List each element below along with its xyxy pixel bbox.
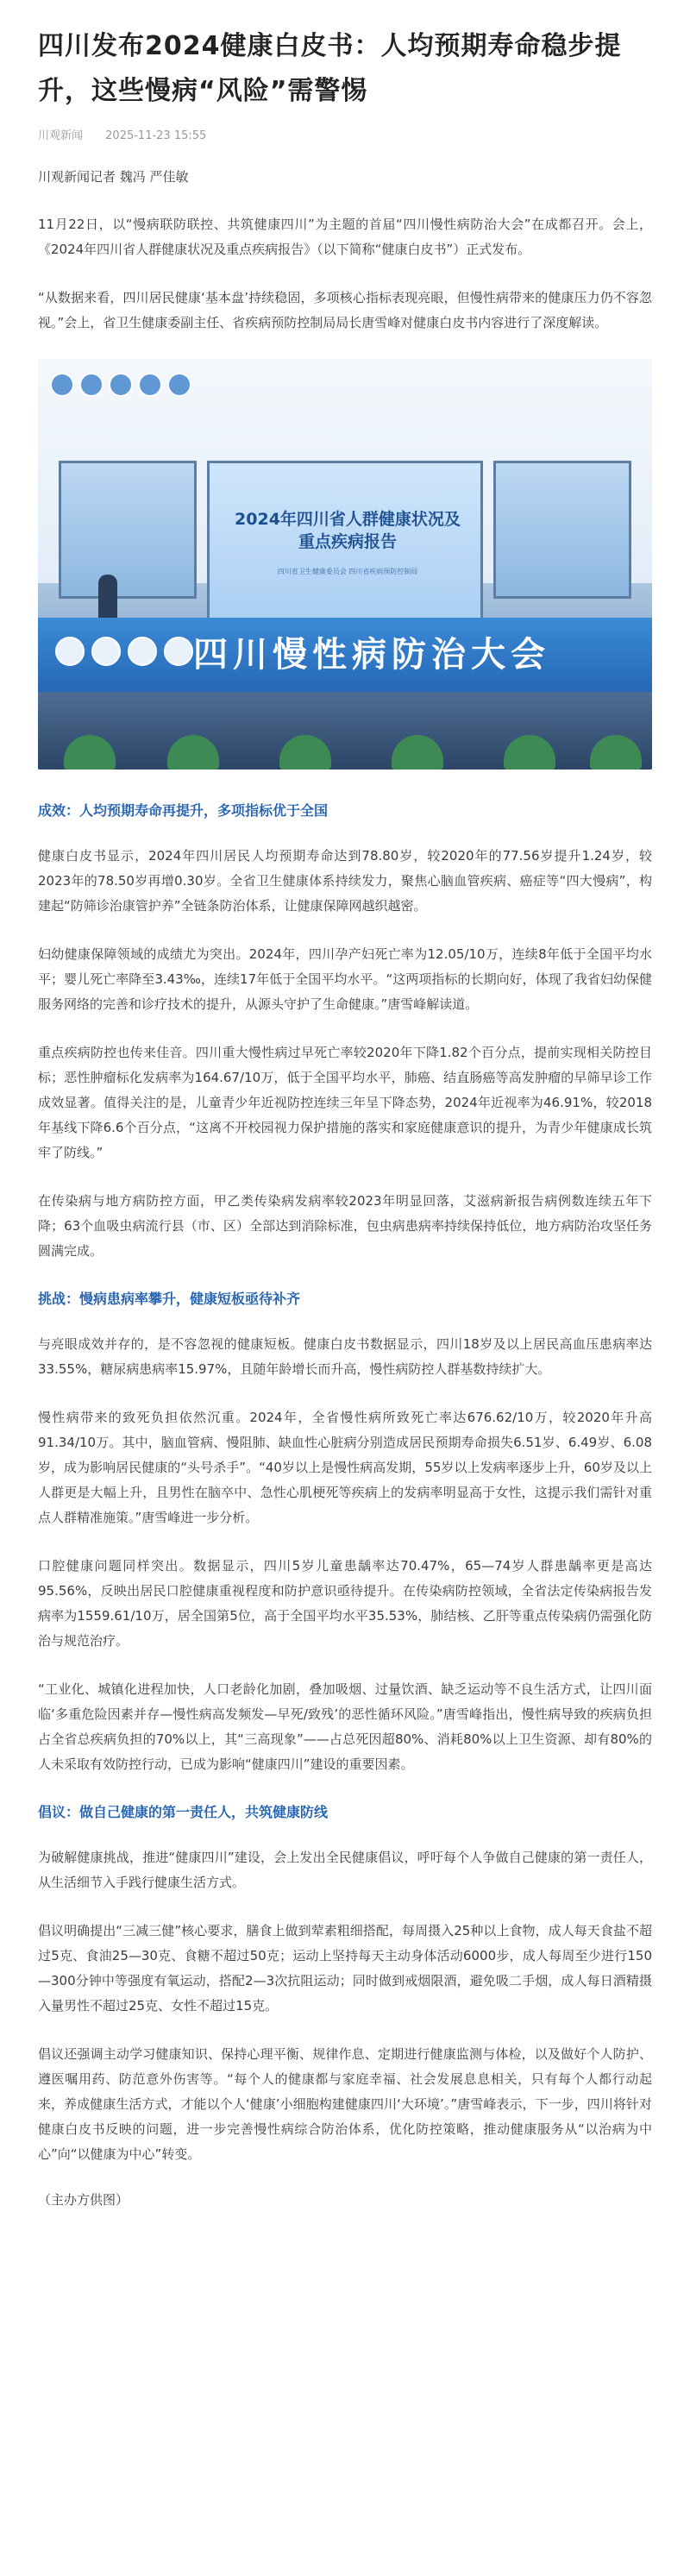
article-date: 2025-11-23 15:55 bbox=[105, 129, 207, 142]
mascot-icon bbox=[55, 637, 85, 666]
section-1-paragraph: 健康白皮书显示，2024年四川居民人均预期寿命达到78.80岁，较2020年的77.56岁提升1.24岁，较2023年的78.50岁再增0.30岁。全省卫生健康体系持续发力，聚焦心脑血管疾病、癌症等“四大慢病”，构建起“防筛诊治康管护养”全链条防治体系，让健康保障网越织越密。 bbox=[38, 848, 652, 914]
conference-photo bbox=[38, 359, 652, 770]
section-heading-2: 挑战：慢病患病率攀升，健康短板亟待补齐 bbox=[38, 1291, 301, 1307]
plant-decoration bbox=[167, 735, 219, 770]
mascot-icon bbox=[164, 637, 193, 666]
intro-paragraph-1: 11月22日，以“慢病联防联控、共筑健康四川”为主题的首届“四川慢性病防治大会”在成都召开。会上，《2024年四川省人群健康状况及重点疾病报告》（以下简称“健康白皮书”）正式发布。 bbox=[38, 217, 652, 257]
side-screen-right bbox=[493, 461, 631, 599]
logo-icon bbox=[167, 373, 191, 397]
section-1-paragraph: 重点疾病防控也传来佳音。四川重大慢性病过早死亡率较2020年下降1.82个百分点，提前实现相关防控目标；恶性肿瘤标化发病率为164.67/10万，低于全国平均水平，肺癌、结直肠癌等高发肿瘤的早筛早诊工作成效显著。值得关注的是，儿童青少年近视防控连续三年呈下降态势，2024年近视率为46.91%，较2018年基线下降6.6个百分点，“这离不开校园视力保护措施的落实和家庭健康意识的提升，为青少年健康成长筑牢了防线。” bbox=[38, 1045, 652, 1160]
section-2-paragraph: 慢性病带来的致死负担依然沉重。2024年，全省慢性病所致死亡率达676.62/10万，较2020年升高91.34/10万。其中，脑血管病、慢阻肺、缺血性心脏病分别造成居民预期寿命损失6.51岁、6.49岁、6.08岁，成为影响居民健康的“头号杀手”。“40岁以上是慢性病高发期，55岁以上发病率逐步上升，60岁及以上人群更是大幅上升，且男性在脑卒中、急性心肌梗死等疾病上的发病率明显高于女性，这提示我们需针对重点人群精准施策。”唐雪峰进一步分析。 bbox=[38, 1410, 652, 1525]
article-meta bbox=[38, 126, 652, 142]
section-2-paragraph: 口腔健康问题同样突出。数据显示，四川5岁儿童患龋率达70.47%，65—74岁人群患龋率更是高达95.56%，反映出居民口腔健康重视程度和防护意识亟待提升。在传染病防控领域，全省法定传染病报告发病率为1559.61/10万，居全国第5位，高于全国平均水平35.53%，肺结核、乙肝等重点传染病仍需强化防治与规范治疗。 bbox=[38, 1558, 652, 1649]
section-3-paragraph: 为破解健康挑战，推进“健康四川”建设，会上发出全民健康倡议，呼吁每个人争做自己健康的第一责任人，从生活细节入手践行健康生活方式。 bbox=[38, 1850, 652, 1890]
section-1-paragraph: 妇幼健康保障领域的成绩尤为突出。2024年，四川孕产妇死亡率为12.05/10万，连续8年低于全国平均水平；婴儿死亡率降至3.43‰，连续17年低于全国平均水平。“这两项指标的长期向好，体现了我省妇幼保健服务网络的完善和诊疗技术的提升，从源头守护了生命健康。”唐雪峰解读道。 bbox=[38, 946, 652, 1012]
section-3-paragraph: 倡议明确提出“三减三健”核心要求，膳食上做到荤素粗细搭配，每周摄入25种以上食物，成人每天食盐不超过5克、食油25—30克、食糖不超过50克；运动上坚持每天主动身体活动6000步，成人每周至少进行150—300分钟中等强度有氧运动，搭配2—3次抗阻运动；同时做到戒烟限酒，避免吸二手烟，成人每日酒精摄入量男性不超过25克、女性不超过15克。 bbox=[38, 1923, 652, 2014]
mascot-icon bbox=[91, 637, 121, 666]
logo-icon bbox=[109, 373, 133, 397]
banner-text: 四川慢性病防治大会 bbox=[193, 635, 550, 675]
section-2-paragraph: “工业化、城镇化进程加快，人口老龄化加剧，叠加吸烟、过量饮酒、缺乏运动等不良生活方式，让四川面临‘多重危险因素并存—慢性病高发频发—早死/致残’的恶性循环风险。”唐雪峰指出，慢性病导致的疾病负担占全省总疾病负担的70%以上，其“三高现象”——占总死因超80%、消耗80%以上卫生资源、却有80%的人未采取有效防控行动，已成为影响“健康四川”建设的重要因素。 bbox=[38, 1681, 652, 1772]
banner-icon-row bbox=[55, 637, 193, 666]
plant-decoration bbox=[392, 735, 443, 770]
intro-paragraph-2: “从数据来看，四川居民健康‘基本盘’持续稳固，多项核心指标表现亮眼，但慢性病带来的健康压力仍不容忽视。”会上，省卫生健康委副主任、省疾病预防控制局局长唐雪峰对健康白皮书内容进行了深度解读。 bbox=[38, 290, 652, 330]
main-screen bbox=[207, 461, 483, 633]
article-byline: 川观新闻记者 魏冯 严佳敏 bbox=[38, 169, 189, 185]
photo-credit: （主办方供图） bbox=[38, 2192, 129, 2208]
plant-decoration bbox=[504, 735, 555, 770]
section-heading-1: 成效：人均预期寿命再提升，多项指标优于全国 bbox=[38, 802, 329, 819]
section-3-paragraph: 倡议还强调主动学习健康知识、保持心理平衡、规律作息、定期进行健康监测与体检，以及做好个人防护、遵医嘱用药、防范意外伤害等。“每个人的健康都与家庭幸福、社会发展息息相关，只有每个人都行动起来，养成健康生活方式，才能以个人‘健康’小细胞构建健康四川‘大环境’。”唐雪峰表示，下一步，四川将针对健康白皮书反映的问题，进一步完善慢性病综合防治体系，优化防控策略，推动健康服务从“以治病为中心”向“以健康为中心”转变。 bbox=[38, 2046, 652, 2162]
section-2-paragraph: 与亮眼成效并存的，是不容忽视的健康短板。健康白皮书数据显示，四川18岁及以上居民高血压患病率达33.55%，糖尿病患病率15.97%，且随年龄增长而升高，慢性病防控人群基数持续扩大。 bbox=[38, 1336, 652, 1377]
stage-floor bbox=[38, 692, 652, 770]
mascot-icon bbox=[128, 637, 157, 666]
plant-decoration bbox=[279, 735, 331, 770]
side-screen-left bbox=[59, 461, 197, 599]
logo-icon bbox=[138, 373, 162, 397]
screen-subtitle: 四川省卫生健康委员会 四川省疾病预防控制局 bbox=[277, 568, 418, 575]
section-1-paragraph: 在传染病与地方病防控方面，甲乙类传染病发病率较2023年明显回落，艾滋病新报告病例数连续五年下降；63个血吸虫病流行县（市、区）全部达到消除标准，包虫病患病率持续保持低位，地方病防治攻坚任务圆满完成。 bbox=[38, 1193, 652, 1259]
plant-decoration bbox=[64, 735, 116, 770]
article-title: 四川发布2024健康白皮书：人均预期寿命稳步提升，这些慢病“风险”需警惕 bbox=[38, 31, 622, 106]
logo-icon bbox=[79, 373, 104, 397]
stage-banner bbox=[38, 618, 652, 692]
logo-icon bbox=[50, 373, 74, 397]
article-source[interactable]: 川观新闻 bbox=[38, 129, 84, 142]
plant-decoration bbox=[590, 735, 642, 770]
section-heading-3: 倡议：做自己健康的第一责任人，共筑健康防线 bbox=[38, 1804, 329, 1820]
screen-title: 2024年四川省人群健康状况及重点疾病报告 bbox=[235, 510, 461, 551]
photo-logo-row bbox=[50, 373, 191, 399]
